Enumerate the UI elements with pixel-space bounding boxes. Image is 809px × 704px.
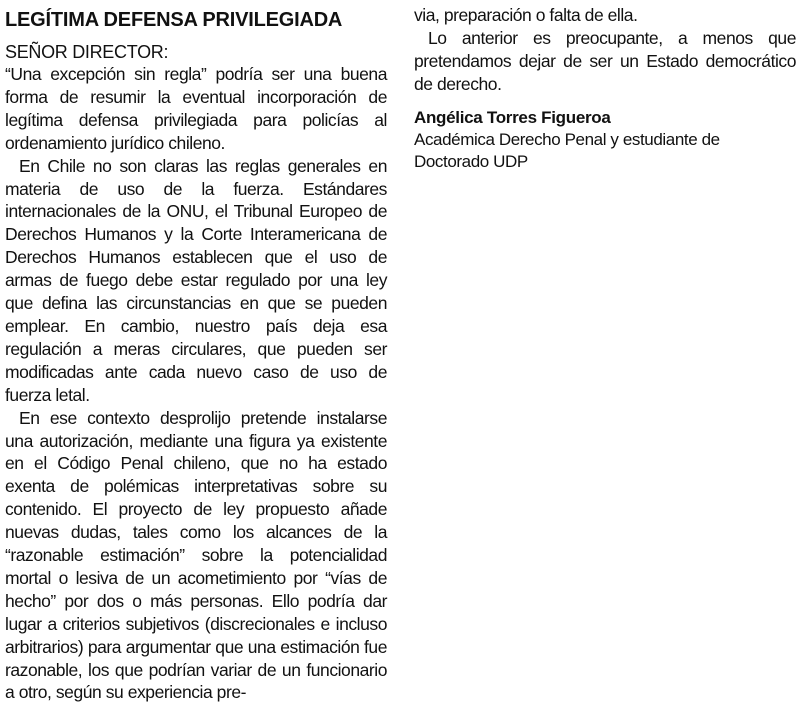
- author-name: Angélica Torres Figueroa: [414, 107, 611, 127]
- salutation: SEÑOR DIRECTOR:: [5, 42, 169, 62]
- paragraph-1: “Una excepción sin regla” podría ser una buena forma de resumir la eventual incorporación de legítima defensa privilegiada para policías al ordenamiento jurídico chileno.: [5, 64, 387, 153]
- author-role: Académica Derecho Penal y estudiante de Doctorado UDP: [414, 129, 720, 171]
- paragraph-4: Lo anterior es preocupante, a menos que pretendamos dejar de ser un Estado democrático de derecho.: [414, 27, 796, 94]
- signature-block: [414, 107, 796, 173]
- letter-title: LEGÍTIMA DEFENSA PRIVILEGIADA: [5, 9, 343, 31]
- paragraph-2: En Chile no son claras las reglas generales en materia de uso de la fuerza. Estándares internacionales de la ONU, el Tribunal Europeo de Derechos Humanos y la Corte Interamericana de Derechos Humanos establecen que el uso de armas de fuego debe estar regulado por una ley que defina las circunstancias en que se pueden emplear. En cambio, nuestro país deja esa regulación a meras circulares, que pueden ser modificadas ante cada nuevo caso de uso de fuerza letal.: [5, 155, 387, 405]
- paragraph-3: En ese contexto desprolijo pretende instalarse una autorización, mediante una figura ya existente en el Código Penal chileno, que no ha estado exenta de polémicas interpretativas sobre su contenido. El proyecto de ley propuesto añade nuevas dudas, tales como los alcances de la “razonable estimación” sobre la potencialidad mortal o lesiva de un acometimiento por “vías de hecho” por dos o más personas. Ello podría dar lugar a criterios subjetivos (discrecionales e incluso arbitrarios) para argumentar que una estimación fue razonable, los que podrían variar de un funcionario a otro, según su experiencia pre-: [5, 407, 387, 703]
- paragraph-3-continuation: via, preparación o falta de ella.: [414, 5, 638, 25]
- right-column: [414, 0, 796, 173]
- left-column: [5, 0, 387, 704]
